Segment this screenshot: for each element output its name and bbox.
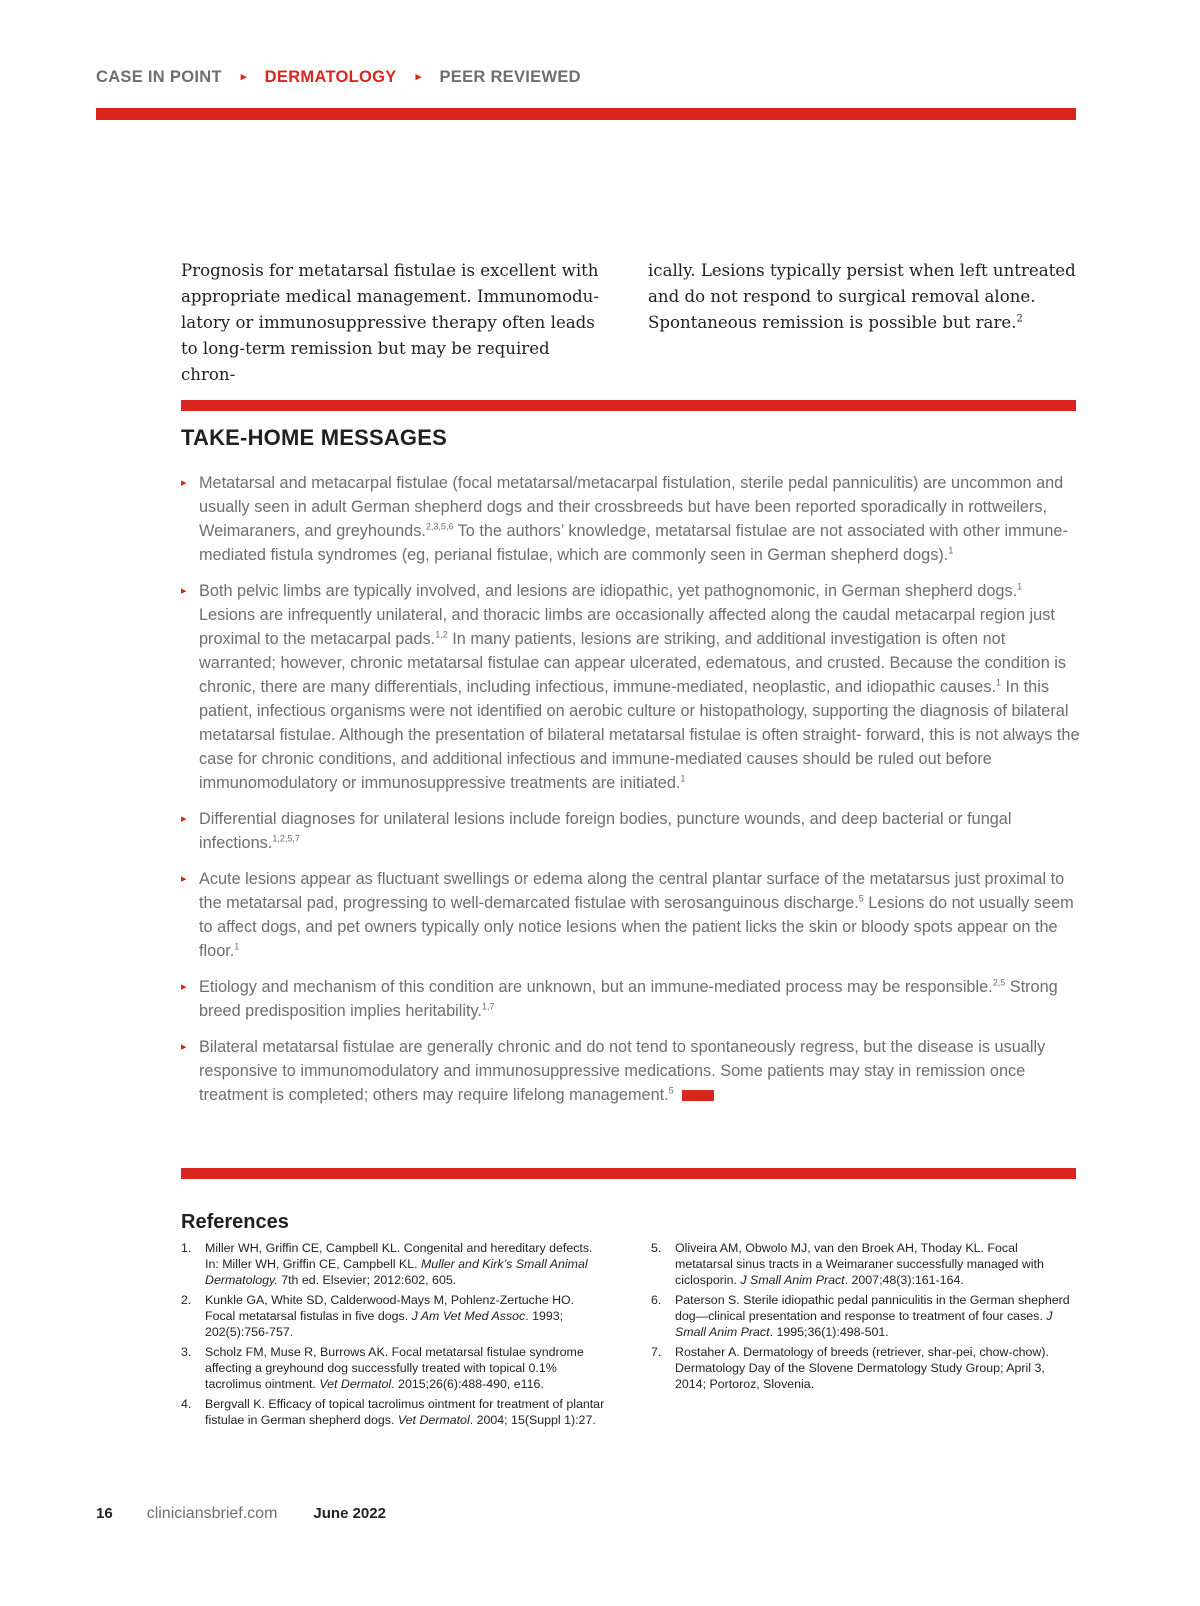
references-title: References [181,1211,289,1233]
bullet-arrow-icon: ▸ [181,477,187,489]
reference-number: 7. [651,1345,662,1359]
message-text: Lesions are infrequently unilateral, and thoracic limbs are occasionally affected along the caudal metacarpal region just proximal to the metacarpal pads. [199,606,1055,648]
page-footer [96,1505,386,1523]
issue-date: June 2022 [313,1505,386,1522]
header-rule [96,108,1076,120]
reference-item [181,1344,606,1392]
reference-text: . 1993; 202(5):756-757. [205,1309,564,1339]
bullet-arrow-icon: ▸ [181,1041,187,1053]
intro-column-right-text: ically. Lesions typically persist when left untreated and do not respond to surgical removal alone. Spontaneous remission is possible but rare. [648,261,1076,332]
take-home-item [181,1035,1081,1107]
message-text: In this patient, infectious organisms were not identified on aerobic culture or histopathology, supporting the diagnosis of bilateral metatarsal fistulae. Although the presentation of bilateral metatarsal fistulae is often straight- forward, this is not always the case for chronic conditions, and additional infectious and immune-mediated causes should be ruled out before immunomodulatory or immunosuppressive treatments are initiated. [199,678,1080,792]
message-text: In many patients, lesions are striking, and additional investigation is often not warranted; however, chronic metatarsal fistulae can appear ulcerated, edematous, and crusted. Because the condition is chronic, there are many differentials, including infectious, immune-mediated, neoplastic, and idiopathic causes. [199,630,1067,696]
reference-number: 3. [181,1345,192,1359]
bullet-arrow-icon: ▸ [181,873,187,885]
reference-journal: Vet Dermatol [397,1413,470,1427]
reference-journal: J Small Anim Pract [675,1309,1053,1339]
reference-text: Scholz FM, Muse R, Burrows AK. Focal metatarsal fistulae syndrome affecting a greyhound dog successfully treated with topical 0.1% tacrolimus ointment. [205,1345,584,1391]
references [181,1240,1076,1432]
breadcrumb-review-status: PEER REVIEWED [439,68,581,86]
message-text: Strong breed predisposition implies heritability. [199,978,1058,1020]
message-text: Bilateral metatarsal fistulae are generally chronic and do not tend to spontaneously regress, but the disease is usually responsive to immunomodulatory and immunosuppressive medications. Some patients may stay in remission once treatment is completed; others may require lifelong management. [199,1038,1046,1104]
intro-text [181,258,1076,388]
citation-superscript: 1 [948,545,954,556]
page-number: 16 [96,1505,113,1522]
citation-superscript: 1 [996,677,1002,688]
reference-journal: J Am Vet Med Assoc [411,1309,526,1323]
message-text: Lesions do not usually seem to affect dogs, and pet owners typically only notice lesions when the patient licks the skin or bloody spots appear on the floor. [199,894,1074,960]
message-text: Etiology and mechanism of this condition are unknown, but an immune-mediated process may be responsible. [199,978,993,996]
reference-text: Bergvall K. Efficacy of topical tacrolimus ointment for treatment of plantar fistulae in German shepherd dogs. [205,1397,605,1427]
end-of-article-mark [682,1090,714,1101]
take-home-list [181,471,1081,1119]
reference-number: 2. [181,1293,192,1307]
reference-text: . 2007;48(3):161-164. [844,1273,964,1287]
breadcrumb-section: CASE IN POINT [96,68,222,86]
section-rule-top [181,400,1076,411]
message-text: To the authors’ knowledge, metatarsal fistulae are not associated with other immune-mediated fistula syndromes (eg, perianal fistulae, which are commonly seen in German shepherd dogs). [199,522,1068,564]
citation-superscript: 2 [1016,313,1023,325]
site-link[interactable]: cliniciansbrief.com [146,1505,278,1522]
intro-column-left: Prognosis for metatarsal fistulae is excellent with appropriate medical management. Immunomodu- latory or immunosuppressive therapy often leads to long-term remission but may be required chron- [181,261,599,384]
reference-journal: J Small Anim Pract [740,1273,845,1287]
reference-number: 6. [651,1293,662,1307]
citation-superscript: 1,7 [481,1001,495,1012]
reference-text: . 2015;26(6):488-490, e116. [391,1377,544,1391]
take-home-item [181,579,1081,795]
bullet-arrow-icon: ▸ [181,585,187,597]
reference-text: . 1995;36(1):498-501. [769,1325,889,1339]
section-rule-bottom [181,1168,1076,1179]
intro-column-right [648,258,1076,388]
message-text: Metatarsal and metacarpal fistulae (focal metatarsal/metacarpal fistulation, sterile pedal panniculitis) are uncommon and usually seen in adult German shepherd dogs and their crossbreeds but have been reported sporadically in rottweilers, Weimaraners, and greyhounds. [199,474,1064,540]
reference-item [181,1396,606,1428]
reference-number: 4. [181,1397,192,1411]
message-text: Both pelvic limbs are typically involved, and lesions are idiopathic, yet pathognomonic, in German shepherd dogs. [199,582,1018,600]
message-text: Differential diagnoses for unilateral lesions include foreign bodies, puncture wounds, and deep bacterial or fungal infections. [199,810,1012,852]
reference-item [181,1292,606,1340]
citation-superscript: 2,5 [992,977,1006,988]
reference-number: 5. [651,1241,662,1255]
take-home-item [181,471,1081,567]
citation-superscript: 1,2,5,7 [272,833,300,844]
reference-journal: Vet Dermatol [319,1377,392,1391]
citation-superscript: 5 [858,893,864,904]
bullet-arrow-icon: ▸ [181,813,187,825]
reference-text: . 2004; 15(Suppl 1):27. [469,1413,596,1427]
citation-superscript: 1 [234,941,240,952]
reference-text: Miller WH, Griffin CE, Campbell KL. Congenital and hereditary defects. In: Miller WH, Griffin CE, Campbell KL. [205,1241,593,1271]
references-column-right [651,1240,1076,1432]
bullet-arrow-icon: ▸ [181,981,187,993]
citation-superscript: 2,3,5,6 [425,521,454,532]
citation-superscript: 1,2 [435,629,448,640]
breadcrumb-category: DERMATOLOGY [264,68,397,86]
reference-text: Oliveira AM, Obwolo MJ, van den Broek AH, Thoday KL. Focal metatarsal sinus tracts in a Weimaraner successfully managed with ciclosporin. [675,1241,1044,1287]
reference-item [651,1344,1076,1392]
citation-superscript: 1 [1017,581,1023,592]
breadcrumb-arrow-icon: ▸ [415,71,422,83]
citation-superscript: 5 [668,1085,674,1096]
take-home-item [181,807,1081,855]
take-home-item [181,975,1081,1023]
reference-text: Kunkle GA, White SD, Calderwood-Mays M, Pohlenz-Zertuche HO. Focal metatarsal fistulas in five dogs. [205,1293,575,1323]
reference-journal: Muller and Kirk’s Small Animal Dermatology. [205,1257,588,1287]
reference-item [181,1240,606,1288]
message-text: Acute lesions appear as fluctuant swellings or edema along the central plantar surface of the metatarsus just proximal to the metatarsal pad, progressing to well-demarcated fistulae with serosanguinous discharge. [199,870,1065,912]
reference-number: 1. [181,1241,192,1255]
reference-text: 7th ed. Elsevier; 2012:602, 605. [277,1273,457,1287]
take-home-item [181,867,1081,963]
breadcrumb-arrow-icon: ▸ [240,71,247,83]
take-home-title: TAKE-HOME MESSAGES [181,425,447,450]
references-column-left [181,1240,606,1432]
reference-text: Rostaher A. Dermatology of breeds (retriever, shar-pei, chow-chow). Dermatology Day of the Slovene Dermatology Study Group; April 3, 2014; Portoroz, Slovenia. [675,1345,1049,1391]
reference-item [651,1292,1076,1340]
breadcrumb [96,68,581,87]
citation-superscript: 1 [680,773,686,784]
reference-item [651,1240,1076,1288]
reference-text: Paterson S. Sterile idiopathic pedal panniculitis in the German shepherd dog—clinical presentation and response to treatment of four cases. [675,1293,1070,1323]
